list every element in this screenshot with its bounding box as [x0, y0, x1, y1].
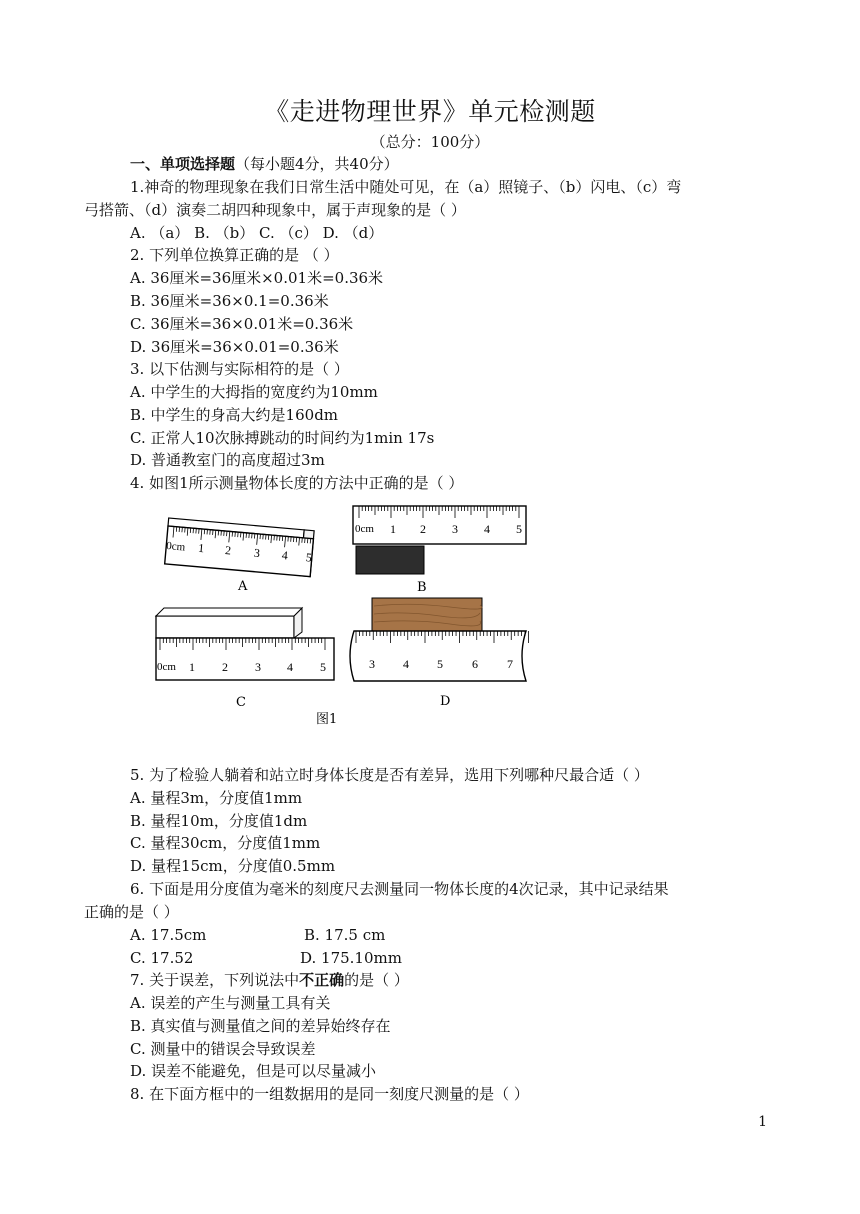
- q5-option-b: B. 量程10m，分度值1dm: [130, 812, 308, 830]
- figure-b-ruler: [353, 506, 526, 544]
- ruler-a-tick-3: 3: [253, 545, 261, 561]
- figure-label-d: D: [440, 694, 451, 709]
- figure-d-ruler: [350, 631, 529, 681]
- q7-stem-pre: 7. 关于误差，下列说法中: [130, 971, 300, 989]
- q2-stem: 2. 下列单位换算正确的是 （ ）: [130, 246, 339, 264]
- q3-option-a: A. 中学生的大拇指的宽度约为10mm: [130, 383, 378, 401]
- q7-stem: [130, 969, 409, 991]
- ruler-d-tick-4: 4: [403, 657, 409, 671]
- q8-stem: 8. 在下面方框中的一组数据用的是同一刻度尺测量的是（ ）: [130, 1085, 529, 1103]
- ruler-c-tick-4: 4: [287, 660, 293, 674]
- q2-option-a: A. 36厘米=36厘米×0.01米=0.36米: [130, 269, 384, 287]
- ruler-d-tick-3: 3: [369, 657, 375, 671]
- q3-stem: 3. 以下估测与实际相符的是（ ）: [130, 360, 349, 378]
- figure-1: [150, 500, 540, 740]
- q6-stem-line1: 6. 下面是用分度值为毫米的刻度尺去测量同一物体长度的4次记录，其中记录结果: [130, 880, 669, 898]
- q6-option-d: D. 175.10mm: [300, 949, 402, 967]
- q6-stem-line2: 正确的是（ ）: [84, 903, 179, 921]
- figure-c-ruler: [156, 608, 334, 680]
- ruler-d-tick-5: 5: [437, 657, 443, 671]
- q1-stem-line1: 1.神奇的物理现象在我们日常生活中随处可见，在（a）照镜子、（b）闪电、（c）弯: [130, 178, 682, 196]
- ruler-c-tick-2: 2: [222, 660, 228, 674]
- q3-option-c: C. 正常人10次脉搏跳动的时间约为1min 17s: [130, 429, 435, 447]
- section-heading: [130, 153, 399, 175]
- ruler-a-tick-2: 2: [224, 543, 232, 558]
- q6-option-a: A. 17.5cm: [130, 926, 207, 944]
- ruler-d-tick-6: 6: [472, 657, 478, 671]
- ruler-c-tick-3: 3: [255, 660, 261, 674]
- figure-caption: 图1: [316, 712, 338, 727]
- ruler-a-unit: 0cm: [165, 539, 186, 554]
- q7-stem-emphasis: 不正确: [299, 971, 345, 989]
- ruler-b-tick-2: 2: [420, 522, 426, 536]
- figure-a-rulers: [165, 518, 314, 577]
- q2-option-c: C. 36厘米=36×0.01米=0.36米: [130, 315, 354, 333]
- ruler-b-tick-5: 5: [516, 522, 522, 536]
- q1-stem-line2: 弓搭箭、（d）演奏二胡四种现象中，属于声现象的是（ ）: [84, 201, 466, 219]
- q6-option-b: B. 17.5 cm: [304, 926, 386, 944]
- ruler-c-unit: 0cm: [157, 661, 176, 673]
- q5-option-a: A. 量程3m，分度值1mm: [130, 789, 303, 807]
- figure-label-c: C: [236, 695, 246, 710]
- q2-option-b: B. 36厘米=36×0.1=0.36米: [130, 292, 329, 310]
- q5-option-c: C. 量程30cm，分度值1mm: [130, 834, 321, 852]
- q5-stem: 5. 为了检验人躺着和站立时身体长度是否有差异，选用下列哪种尺最合适（ ）: [130, 766, 649, 784]
- q3-option-d: D. 普通教室门的高度超过3m: [130, 451, 325, 469]
- figure-label-a: A: [238, 579, 248, 594]
- q7-option-c: C. 测量中的错误会导致误差: [130, 1040, 316, 1058]
- ruler-b-unit: 0cm: [355, 523, 374, 535]
- page-number: 1: [758, 1114, 767, 1130]
- q7-option-a: A. 误差的产生与测量工具有关: [130, 994, 331, 1012]
- ruler-a-tick-5: 5: [305, 550, 313, 565]
- q4-stem: 4. 如图1所示测量物体长度的方法中正确的是（ ）: [130, 474, 464, 492]
- q7-option-b: B. 真实值与测量值之间的差异始终存在: [130, 1017, 391, 1035]
- ruler-a-tick-1: 1: [197, 540, 205, 556]
- q5-option-d: D. 量程15cm，分度值0.5mm: [130, 857, 336, 875]
- document-title: 《走进物理世界》单元检测题: [264, 97, 596, 126]
- ruler-d-tick-7: 7: [507, 657, 513, 671]
- total-score: （总分：100分）: [370, 133, 490, 151]
- ruler-c-tick-5: 5: [320, 660, 326, 674]
- figure-label-b: B: [417, 580, 427, 595]
- ruler-b-tick-3: 3: [452, 522, 458, 536]
- q1-options: A. （a） B. （b） C. （c） D. （d）: [130, 224, 384, 242]
- section-heading-note: （每小题4分，共40分）: [235, 155, 399, 173]
- ruler-c-tick-1: 1: [189, 660, 195, 674]
- ruler-b-tick-4: 4: [484, 522, 490, 536]
- ruler-b-tick-1: 1: [390, 522, 396, 536]
- q7-option-d: D. 误差不能避免，但是可以尽量减小: [130, 1062, 377, 1080]
- ruler-a-tick-4: 4: [281, 548, 289, 563]
- q6-option-c: C. 17.52: [130, 949, 194, 967]
- figure-b-block: [356, 546, 424, 574]
- q2-option-d: D. 36厘米=36×0.01=0.36米: [130, 338, 339, 356]
- q7-stem-post: 的是（ ）: [344, 971, 409, 989]
- q3-option-b: B. 中学生的身高大约是160dm: [130, 406, 339, 424]
- section-heading-label: 一、单项选择题: [130, 155, 236, 173]
